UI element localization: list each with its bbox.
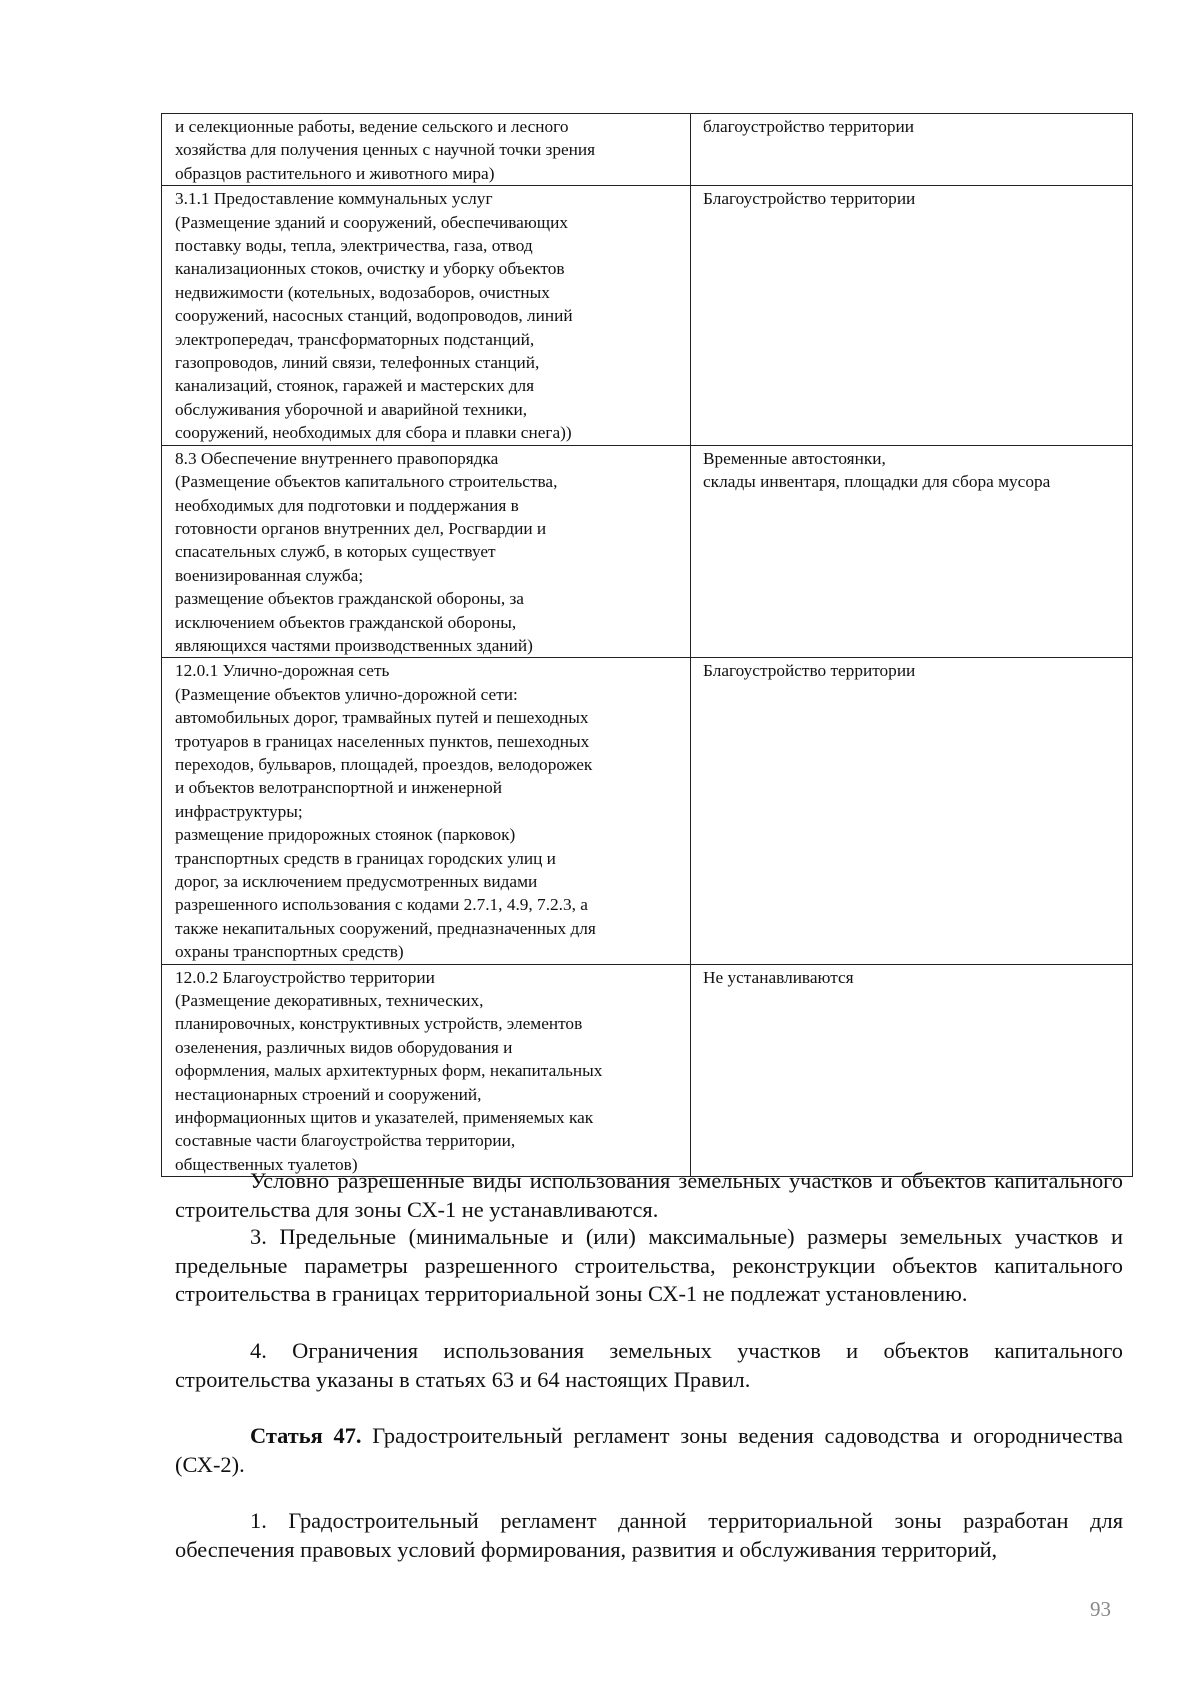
table-row: [162, 445, 1133, 658]
table-row: [162, 658, 1133, 964]
land-use-table: [161, 113, 1133, 1177]
article-title: Градостроительный регламент зоны ведения садоводства и огородничества (СХ-2).: [175, 1423, 1123, 1477]
article-heading: [175, 1422, 1123, 1479]
table-cell-auxiliary-use: благоустройство территории: [691, 114, 1133, 186]
table-cell-auxiliary-use: Временные автостоянки, склады инвентаря, площадки для сбора мусора: [691, 445, 1133, 658]
limit-sizes-paragraph: 3. Предельные (минимальные и (или) максимальные) размеры земельных участков и предельные параметры разрешенного строительства, реконструкции объектов капитального строительства в границах территориальной зоны СХ-1 не подлежат установлению.: [175, 1224, 1123, 1306]
page-number: 93: [1090, 1597, 1111, 1621]
table-row: [162, 186, 1133, 445]
restrictions-paragraph: 4. Ограничения использования земельных участков и объектов капитального строительства указаны в статьях 63 и 64 настоящих Правил.: [175, 1338, 1123, 1392]
table-cell-use-type: 12.0.1 Улично-дорожная сеть (Размещение объектов улично-дорожной сети: автомобильных дорог, трамвайных путей и пешеходных тротуаров в границах населенных пунктов, пешеходных переходов, бульваров, площадей, проездов, велодорожек и объектов велотранспортной и инженерной инфраструктуры; размещение придорожных стоянок (парковок) транспортных средств в границах городских улиц и дорог, за исключением предусмотренных видами разрешенного использования с кодами 2.7.1, 4.9, 7.2.3, а также некапитальных сооружений, предназначенных для охраны транспортных средств): [162, 658, 691, 964]
table-cell-auxiliary-use: Благоустройство территории: [691, 186, 1133, 445]
article-label: Статья 47.: [250, 1423, 362, 1448]
table-cell-use-type: 12.0.2 Благоустройство территории (Размещение декоративных, технических, планировочных, конструктивных устройств, элементов озеленения, различных видов оборудования и оформления, малых архитектурных форм, некапитальных нестационарных строений и сооружений, информационных щитов и указателей, применяемых как составные части благоустройства территории, общественных туалетов): [162, 964, 691, 1177]
table-cell-use-type: и селекционные работы, ведение сельского и лесного хозяйства для получения ценных с научной точки зрения образцов растительного и животного мира): [162, 114, 691, 186]
table-row: [162, 964, 1133, 1177]
table-cell-use-type: 8.3 Обеспечение внутреннего правопорядка (Размещение объектов капитального строительства, необходимых для подготовки и поддержания в готовности органов внутренних дел, Росгвардии и спасательных служб, в которых существует военизированная служба; размещение объектов гражданской обороны, за исключением объектов гражданской обороны, являющихся частями производственных зданий): [162, 445, 691, 658]
conditional-uses-paragraph: Условно разрешенные виды использования земельных участков и объектов капитального строительства для зоны СХ-1 не устанавливаются.: [175, 1168, 1123, 1222]
table-cell-use-type: 3.1.1 Предоставление коммунальных услуг (Размещение зданий и сооружений, обеспечивающих поставку воды, тепла, электричества, газа, отвод канализационных стоков, очистку и уборку объектов недвижимости (котельных, водозаборов, очистных сооружений, насосных станций, водопроводов, линий электропередач, трансформаторных подстанций, газопроводов, линий связи, телефонных станций, канализаций, стоянок, гаражей и мастерских для обслуживания уборочной и аварийной техники, сооружений, необходимых для сбора и плавки снега)): [162, 186, 691, 445]
table-cell-auxiliary-use: Благоустройство территории: [691, 658, 1133, 964]
table-row: [162, 114, 1133, 186]
regulation-paragraph: 1. Градостроительный регламент данной территориальной зоны разработан для обеспечения правовых условий формирования, развития и обслуживания территорий,: [175, 1508, 1123, 1562]
table-cell-auxiliary-use: Не устанавливаются: [691, 964, 1133, 1177]
